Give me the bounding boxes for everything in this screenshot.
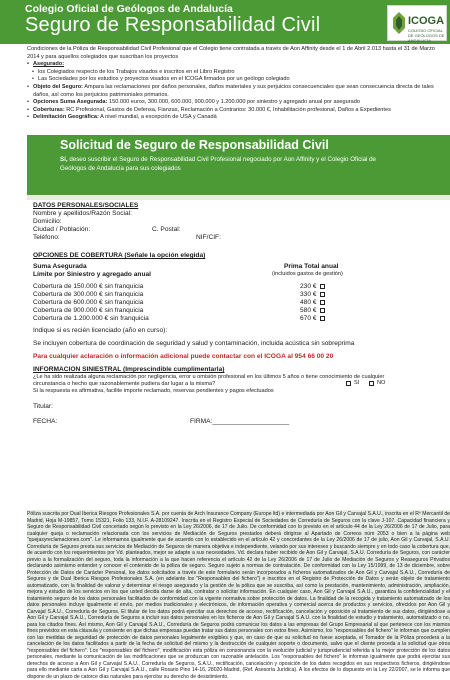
personal-data-heading: DATOS PERSONALES/SOCIALES [33, 202, 139, 209]
page-title: Seguro de Responsabilidad Civil [25, 14, 321, 36]
coverage-option-label: Cobertura de 600.000 € sin franquicia [33, 299, 144, 306]
address-field[interactable]: Domicilio: [33, 218, 62, 225]
form-description: Sí, deseo suscribir el Seguro de Responsabilidad Civil Profesional negociado por Aon Affinity y el Colegio Oficial de Geólogos de Andalucía para sus colegiados [60, 156, 376, 172]
coverage-option-label: Cobertura de 150.000 € sin franquicia [33, 283, 144, 290]
icoga-logo [387, 5, 447, 41]
objeto-item: • Objeto del Seguro: Ampara las reclamaciones por daños personales, daños materiales y sus perjuicios consecuenciales que sean consecuencia directa de tales daños, así como los perjuicios patrimoniales primarios. [27, 84, 437, 99]
coverage-option-price: 330 € [300, 291, 317, 298]
coverage-option-checkbox[interactable] [320, 284, 325, 289]
claims-question-line1: ¿Le ha sido realizada alguna reclamación por negligencia, error u omisión profesional en los últimos 5 años o tiene conocimiento de cualquier [33, 374, 385, 380]
coverage-col1-title: Suma Asegurada [33, 263, 87, 270]
header-bar [0, 0, 450, 44]
titular-field[interactable]: Titular: [33, 403, 53, 410]
coverage-option-label: Cobertura de 900.000 € sin franquicia [33, 307, 144, 314]
asegurado-label: • Asegurado: [27, 61, 437, 69]
coverage-col2-title: Prima Total anual [284, 263, 339, 270]
logo-text: ICOGA [408, 15, 445, 27]
phone-field[interactable]: Teléfono: [33, 234, 60, 241]
coverage-option-price: 670 € [300, 315, 317, 322]
coverage-option-price: 480 € [300, 299, 317, 306]
contact-note: Para cualquier aclaración o información adicional puede contactar con el ICOGA al 954 66 00 20 [33, 353, 334, 360]
intro-text: Condiciones de la Póliza de Responsabilidad Civil Profesional que el Colegio tiene contratada a través de Aon Affinity desde el 1 de Abril 2.013 hasta el 31 de Marzo 2014 y para aquellos colegiados que suscriban los proyectos [27, 46, 435, 60]
recent-graduate-field[interactable]: Indique si es recién licenciado (año en curso): [33, 327, 168, 334]
delimitacion-item: • Delimitación Geográfica: A nivel mundial, a excepción de USA y Canadá [27, 114, 437, 122]
postal-code-field[interactable]: C. Postal: [152, 226, 181, 233]
form-header [27, 135, 450, 195]
nif-field[interactable]: NIF/CIF: [196, 234, 221, 241]
coverage-col1-subtitle: Límite por Siniestro y agregado anual [33, 271, 151, 278]
claims-no-label: NO [377, 380, 386, 386]
date-field[interactable]: FECHA: [33, 418, 58, 425]
claims-no-checkbox[interactable] [369, 381, 374, 386]
logo-subtext: COLEGIO OFICIAL DE GEÓLOGOS DE ANDALUCÍA [408, 28, 445, 43]
signature-field[interactable]: FIRMA:_____________________ [190, 418, 290, 425]
opciones-item: • Opciones Suma Asegurada: 150.000 euros, 300.000, 600.000, 900.000 y 1.200.000 por siniestro y agregado anual por asegurado [27, 99, 437, 107]
coverage-option-price: 230 € [300, 283, 317, 290]
coverage-option-checkbox[interactable] [320, 308, 325, 313]
asegurado-item-1: • los Colegiados respecto de los Trabajos visados e inscritos en el Libro Registro [27, 69, 437, 77]
coverage-option-checkbox[interactable] [320, 316, 325, 321]
coverage-includes-note: Se incluyen cobertura de coordinación de seguridad y salud y contaminación, incluida acústica sin sobreprima [33, 340, 355, 347]
coverage-option-label: Cobertura de 1.200.000 € sin franquicia [33, 315, 149, 322]
coberturas-item: • Coberturas: RC Profesional, Gastos de Defensa, Fianzas, Reclamación a Contrarios: 30.000 €, Inhabilitación profesional, Daños a Expedientes [27, 107, 437, 115]
legal-notice: Póliza suscrita por Dual Iberica Riesgos Profesionales S.A. por cuenta de Arch Insurance Company (Europe ltd) e intermediada por Aon Gil y Carvajal S.A.U., inscrita en el Rº Mercantil de Madrid, Hoja M-19857, Tomo 15321, Folio 133, N.I.F. A-28109247. Inscrita en el Registro Especial de Sociedades de Correduría de Seguros con la clave J-107. Capacidad financiera y Seguro de Responsabilidad Civil concertado según lo previsto en la Ley 26/2006, de 17 de Julio. De conformidad con lo previsto en el artículo 44 de la Ley 26/2006 de 17 de Julio, para cualquier queja o reclamación relacionada con los servicios de Mediación de Seguros prestados deberá dirigirse al Apartado de Correos núm 2053 o bien a la página web "quejasyreclamaciones.com". Le informamos igualmente que de acuerdo con lo establecido en el artículo 42 y concordantes de la Ley 26/2006 de 17 de julio, Aon Gil y Carvajal, S.A.U. Correduría de Seguros presta sus servicios de Mediación de Seguros de manera objetiva e independiente, velando por sus intereses y buscando siempre y en todo caso la cobertura que, de acuerdo con los requerimientos por Vd. planteados, mejor se adapte a sus necesidades. Vd. declara haber recibido de Aon Gil y Carvajal, S.A.U. Correduría de Seguros, con carácter previo a la formalización del seguro, toda la información a la que hacen referencia el artículo 42 de la Ley 26/2006 de 17 de Julio de Mediación de Seguros y Reaseguros Privados declarando asimismo entender y conocer el contenido de la póliza de seguro. Seguro sujeto a normas de contratación. De conformidad con la Ley 15/1999, de 13 de diciembre, sobre Protección de Datos de Carácter Personal, los datos solicitados a través de este formulario serán incorporados a ficheros automatizados de Aon Gil y Carvajal S.A.U., Correduría de Seguros y de Dual Iberica Riesgos Profesionales S.A. (en adelante los "Responsables del fichero") e inscritos en el Registro de Protección de Datos y serán objeto de tratamiento automatizado, con la finalidad de valorar y determinar el riesgo asegurado y la gestión de la póliza que se suscriba, así como la prestación, mantenimiento, administración, ampliación, mejora y estudio de los servicios en los que usted decida darse de alta, contratar o solicitar información. En cualquier caso, Aon Gil y Carvajal S.A.U., garantiza la confidencialidad y el tratamiento seguro de los datos personales facilitados de conformidad con la vigente normativa sobre protección de datos. La finalidad de la recogida y tratamiento automatizado de los datos personales incluye igualmente el envío, por medios tradicionales y electrónicos, de información operativa y comercial acerca de productos y servicios, ofrecidos por Aon Gil y Carvajal S.A.U., Correduría de Seguros. El titular de los datos podrá ejercitar sus derechos de acceso, rectificación, cancelación y oposición al tratamiento de sus datos, dirigiéndose a Aon Gil y Carvajal S.A.U., Correduría de Seguros a incluir sus datos personales en los ficheros de Aon Gil y Carvajal S.A.U. con la finalidad de estudio y tratamiento, automatizado o no, para los citados fines. Así mismo, Aon Gil y Carvajal S.A.U., Correduría de Seguros podrá comunicar los datos a las empresas del Grupo Empresarial al que pertenece con los mismos fines previstos en esta cláusula y consiente en que dichas empresas puedan tratar sus datos personales con estos fines. Asimismo, los "responsables del fichero" le informan que cumplen con las medidas de seguridad de protección de datos personales legalmente exigibles y que, en caso de que su solicitud no fuese aceptada, el Tomador de la Póliza procederá a la cancelación de los datos facilitados a partir de la fecha de solicitud del mismo y la destrucción de cualquier soporte o documento, salvo que el cliente proceda a la solicitud que otros "responsables del fichero". Los "responsables del fichero", modificación esta póliza en consonancia con la evolución judicial y jurisprudencial referida a la mejor protección de los datos personales, mediante la comunicación de las modificaciones que se produzcan con razonable antelación. Los "responsables del fichero" le informan igualmente que podrá ejercitar sus derechos de acceso a Aon Gil y Carvajal S.A.U., Correduría de Seguros, S.A.U., rectificación, cancelación y oposición de los datos recogidos en sus respectivos ficheros, dirigiéndose para ello mediante carta a Aon Gil y Carvajal S.A.U., calle Rosario Pino 14-16, 28020-Madrid, (Ref. Asesoría Jurídica). A los efectos de lo dispuesto en la Ley 22/2007, se le informa que dispone de un plazo de catorce días naturales para ejercitar su derecho de desistimiento. [27, 511, 450, 680]
coverage-option-checkbox[interactable] [320, 300, 325, 305]
policy-conditions [27, 46, 437, 122]
org-name: Colegio Oficial de Geólogos de Andalucía [25, 3, 233, 15]
form-title: Solicitud de Seguro de Responsabilidad Civil [60, 138, 329, 152]
claims-yes-checkbox[interactable] [346, 381, 351, 386]
claims-question-line2: circunstancia o hecho que razonablemente pudiera dar lugar a la misma? [33, 381, 216, 387]
coverage-option-checkbox[interactable] [320, 292, 325, 297]
coverage-heading: OPCIONES DE COBERTURA (Señale la opción elegida) [33, 252, 206, 259]
city-field[interactable]: Ciudad / Población: [33, 226, 91, 233]
name-field[interactable]: Nombre y apellidos/Razón Social: [33, 210, 132, 217]
logo-mark-icon [391, 10, 407, 36]
asegurado-item-2: • Las Sociedades por los estudios y proyectos visados en el ICOGA firmados por un geólogo colegiado [27, 76, 437, 84]
claims-question-line3: Si la respuesta es afirmativa, facilite importe reclamado, reservas pendientes y pagos efectuados [33, 388, 274, 394]
coverage-option-price: 580 € [300, 307, 317, 314]
claims-heading: INFORMACION SINIESTRAL (Imprescindible cumplimentarla) [33, 366, 225, 373]
claims-yes-label: SI [354, 380, 360, 386]
coverage-col2-subtitle: (incluidos gastos de gestión) [272, 271, 343, 277]
coverage-option-label: Cobertura de 300.000 € sin franquicia [33, 291, 144, 298]
